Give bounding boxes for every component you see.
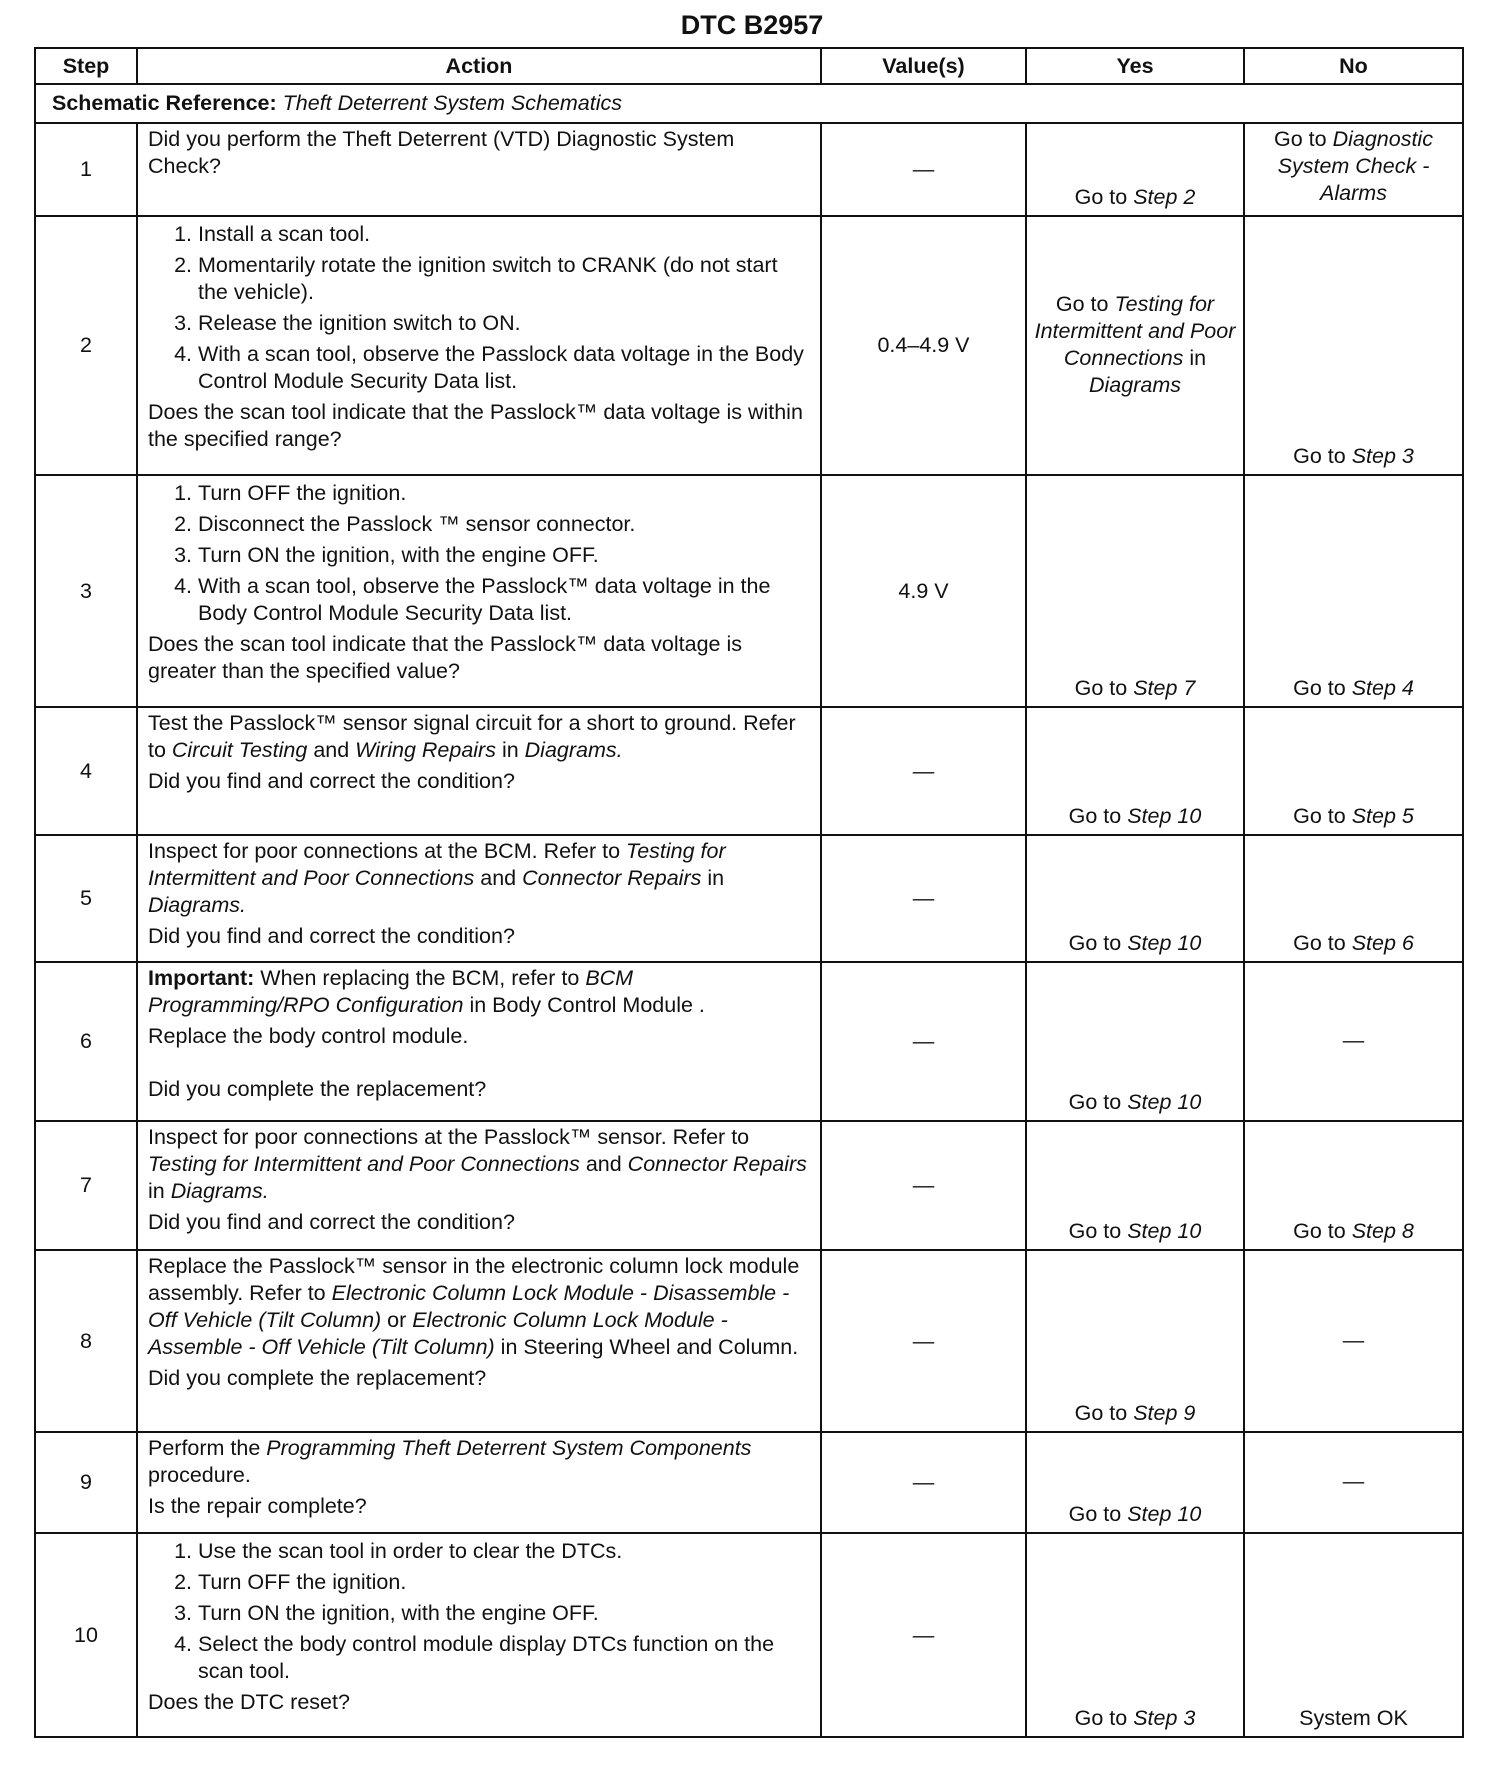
text: Go to: [1293, 676, 1352, 700]
text: Release the ignition switch to ON.: [198, 311, 521, 335]
action-paragraph: [148, 768, 810, 795]
action-step: [198, 1600, 810, 1627]
text: Momentarily rotate the ignition switch to CRANK (do not start the vehicle).: [198, 253, 778, 304]
yes-cell: [1026, 707, 1244, 835]
text: Replace the body control module.: [148, 1024, 469, 1048]
table-row-step-8: [35, 1250, 1463, 1432]
reference-text: Step 10: [1127, 1502, 1202, 1526]
action-step: [198, 310, 810, 337]
reference-text: BCM Programming/RPO Configuration: [148, 966, 634, 1017]
table-row-step-10: [35, 1533, 1463, 1737]
yes-cell: [1026, 123, 1244, 216]
text: Disconnect the Passlock ™ sensor connector.: [198, 512, 636, 536]
reference-text: Testing for Intermittent and Poor Connections: [148, 1152, 580, 1176]
text: and: [474, 866, 523, 890]
action-paragraph: [148, 1493, 810, 1520]
bold-text: Important:: [148, 966, 255, 990]
value-cell: —: [821, 835, 1026, 962]
reference-text: Circuit Testing: [171, 738, 308, 762]
yes-cell: [1026, 1250, 1244, 1432]
text: —: [1342, 1469, 1365, 1493]
action-steps-list: [148, 480, 810, 627]
text: Go to: [1068, 1090, 1128, 1114]
reference-text: Step 4: [1351, 676, 1414, 700]
reference-text: Step 8: [1351, 1219, 1414, 1243]
action-paragraph: [148, 923, 810, 950]
step-number: 4: [35, 707, 137, 835]
reference-text: Diagrams.: [524, 738, 623, 762]
no-cell: [1244, 123, 1463, 216]
action-paragraph: [148, 1209, 810, 1236]
action-step: [198, 1631, 810, 1685]
step-number: 10: [35, 1533, 137, 1737]
reference-text: Diagrams.: [148, 893, 246, 917]
text: Go to: [1074, 185, 1134, 209]
action-step: [198, 252, 810, 306]
reference-text: Step 6: [1351, 931, 1414, 955]
no-cell: [1244, 475, 1463, 707]
action-cell: [137, 1432, 821, 1533]
text: —: [1342, 1327, 1365, 1352]
reference-text: Programming Theft Deterrent System Components: [266, 1436, 752, 1460]
action-paragraph: [148, 1124, 810, 1205]
action-cell: [137, 707, 821, 835]
no-cell: [1244, 1432, 1463, 1533]
yes-cell: [1026, 1121, 1244, 1250]
value-cell: 0.4–4.9 V: [821, 216, 1026, 475]
yes-cell: [1026, 1432, 1244, 1533]
step-number: 3: [35, 475, 137, 707]
no-cell: [1244, 707, 1463, 835]
no-cell: [1244, 835, 1463, 962]
reference-text: Diagrams.: [170, 1179, 269, 1203]
step-number: 9: [35, 1432, 137, 1533]
reference-text: Diagrams: [1089, 372, 1181, 397]
action-cell: [137, 1250, 821, 1432]
reference-text: Electronic Column Lock Module - Disassemble - Off Vehicle (Tilt Column): [148, 1281, 790, 1332]
action-cell: [137, 962, 821, 1121]
no-cell: [1244, 216, 1463, 475]
value-cell: —: [821, 962, 1026, 1121]
no-cell: [1244, 962, 1463, 1121]
reference-text: Step 10: [1127, 1219, 1202, 1243]
value-cell: 4.9 V: [821, 475, 1026, 707]
reference-text: Step 10: [1127, 931, 1202, 955]
action-paragraph: [148, 965, 810, 1019]
text: Use the scan tool in order to clear the DTCs.: [198, 1539, 623, 1563]
schematic-reference: [35, 84, 1463, 123]
text: Inspect for poor connections at the BCM. Refer to: [148, 839, 627, 863]
text: Go to: [1055, 291, 1115, 316]
diagnostic-table: [34, 47, 1464, 1738]
action-paragraph: [148, 1076, 810, 1103]
reference-text: Step 10: [1127, 1090, 1202, 1114]
header-step: Step: [35, 48, 137, 84]
schematic-reference-row: [35, 84, 1463, 123]
document-title: DTC B2957: [680, 10, 824, 40]
action-cell: [137, 1533, 821, 1737]
reference-text: Step 3: [1351, 444, 1414, 468]
yes-cell: [1026, 1533, 1244, 1737]
text: Does the DTC reset?: [148, 1690, 350, 1714]
reference-text: Theft Deterrent System Schematics: [282, 91, 622, 115]
action-cell: [137, 216, 821, 475]
reference-text: Step 2: [1133, 185, 1196, 209]
table-row-step-1: [35, 123, 1463, 216]
action-cell: [137, 835, 821, 962]
reference-text: Step 10: [1127, 804, 1202, 828]
text: in: [148, 1179, 171, 1203]
action-paragraph: [148, 1689, 810, 1716]
text: —: [1342, 1028, 1365, 1052]
reference-text: Diagnostic System Check - Alarms: [1277, 127, 1433, 205]
action-cell: [137, 123, 821, 216]
action-paragraph: [148, 710, 810, 764]
text: When replacing the BCM, refer to: [254, 966, 586, 990]
action-step: [198, 1569, 810, 1596]
action-step: [198, 480, 810, 507]
action-step: [198, 542, 810, 569]
header-action: Action: [137, 48, 821, 84]
action-cell: [137, 475, 821, 707]
text: With a scan tool, observe the Passlock™ data voltage in the Body Control Module Security Data list.: [198, 574, 771, 625]
text: Go to: [1074, 1401, 1134, 1425]
action-paragraph: [148, 399, 810, 453]
text: Replace the Passlock™ sensor in the electronic column lock module assembly. Refer to: [148, 1254, 800, 1305]
step-number: 2: [35, 216, 137, 475]
text: Did you complete the replacement?: [148, 1077, 487, 1101]
text: Did you complete the replacement?: [148, 1366, 487, 1390]
text: System OK: [1299, 1706, 1408, 1730]
action-paragraph: [148, 1435, 810, 1489]
header-values: Value(s): [821, 48, 1026, 84]
text: Go to: [1068, 1502, 1128, 1526]
table-row-step-7: [35, 1121, 1463, 1250]
action-step: [198, 341, 810, 395]
text: Did you perform the Theft Deterrent (VTD) Diagnostic System Check?: [148, 127, 735, 178]
action-step: [198, 573, 810, 627]
text: in: [701, 866, 725, 890]
text: in: [495, 738, 525, 762]
step-number: 8: [35, 1250, 137, 1432]
reference-text: Connector Repairs: [627, 1152, 807, 1176]
value-cell: —: [821, 1533, 1026, 1737]
text: Go to: [1068, 1219, 1128, 1243]
action-steps-list: [148, 1538, 810, 1685]
text: Turn OFF the ignition.: [198, 481, 407, 505]
table-row-step-2: [35, 216, 1463, 475]
table-row-step-9: [35, 1432, 1463, 1533]
reference-text: Testing for Intermittent and Poor Connections: [1034, 291, 1236, 370]
reference-text: Testing for Intermittent and Poor Connections: [148, 839, 726, 890]
text: Test the Passlock™ sensor signal circuit for a short to ground. Refer to: [148, 711, 796, 762]
spacer: [148, 1054, 810, 1076]
text: Go to: [1293, 931, 1352, 955]
action-paragraph: [148, 838, 810, 919]
text: Go to: [1293, 444, 1352, 468]
reference-text: Step 5: [1351, 804, 1414, 828]
text: Did you find and correct the condition?: [148, 924, 515, 948]
reference-text: Step 9: [1133, 1401, 1196, 1425]
text: Go to: [1293, 1219, 1352, 1243]
text: Turn ON the ignition, with the engine OFF.: [198, 543, 599, 567]
table-row-step-3: [35, 475, 1463, 707]
text: in: [1183, 345, 1207, 370]
header-yes: Yes: [1026, 48, 1244, 84]
action-step: [198, 1538, 810, 1565]
text: and: [307, 738, 356, 762]
reference-text: Step 3: [1133, 1706, 1196, 1730]
yes-cell: [1026, 835, 1244, 962]
value-cell: —: [821, 1250, 1026, 1432]
text: in Body Control Module .: [463, 993, 705, 1017]
table-row-step-4: [35, 707, 1463, 835]
text: Go to: [1293, 804, 1352, 828]
action-step: [198, 221, 810, 248]
text: Go to: [1074, 1706, 1134, 1730]
step-number: 7: [35, 1121, 137, 1250]
step-number: 5: [35, 835, 137, 962]
text: Does the scan tool indicate that the Passlock™ data voltage is greater than the specified value?: [148, 632, 742, 683]
no-cell: [1244, 1533, 1463, 1737]
reference-text: Wiring Repairs: [355, 738, 496, 762]
value-cell: —: [821, 123, 1026, 216]
text: Go to: [1274, 127, 1333, 151]
table-row-step-6: [35, 962, 1463, 1121]
action-paragraph: [148, 1365, 810, 1392]
header-row: [35, 48, 1463, 84]
value-cell: —: [821, 1121, 1026, 1250]
no-cell: [1244, 1121, 1463, 1250]
action-paragraph: [148, 631, 810, 685]
yes-cell: [1026, 475, 1244, 707]
reference-text: Step 7: [1133, 676, 1196, 700]
text: Go to: [1074, 676, 1134, 700]
value-cell: —: [821, 707, 1026, 835]
text: Inspect for poor connections at the Passlock™ sensor. Refer to: [148, 1125, 750, 1149]
yes-cell: [1026, 962, 1244, 1121]
text: Did you find and correct the condition?: [148, 1210, 515, 1234]
action-cell: [137, 1121, 821, 1250]
text: Did you find and correct the condition?: [148, 769, 515, 793]
text: Does the scan tool indicate that the Passlock™ data voltage is within the specified range?: [148, 400, 803, 451]
text: Go to: [1068, 804, 1128, 828]
bold-text: Schematic Reference:: [52, 91, 283, 115]
text: Perform the: [148, 1436, 267, 1460]
reference-text: Connector Repairs: [522, 866, 702, 890]
action-paragraph: [148, 1253, 810, 1361]
text: Go to: [1068, 931, 1128, 955]
action-paragraph: [148, 126, 810, 180]
text: in Steering Wheel and Column.: [494, 1335, 799, 1359]
text: procedure.: [148, 1463, 251, 1487]
text: With a scan tool, observe the Passlock data voltage in the Body Control Module Security Data list.: [198, 342, 804, 393]
header-no: No: [1244, 48, 1463, 84]
step-number: 1: [35, 123, 137, 216]
yes-cell: [1026, 216, 1244, 475]
no-cell: [1244, 1250, 1463, 1432]
value-cell: —: [821, 1432, 1026, 1533]
action-paragraph: [148, 1023, 810, 1050]
text: and: [579, 1152, 628, 1176]
text: or: [381, 1308, 413, 1332]
reference-text: Electronic Column Lock Module - Assemble - Off Vehicle (Tilt Column): [148, 1308, 728, 1359]
step-number: 6: [35, 962, 137, 1121]
text: Install a scan tool.: [198, 222, 371, 246]
table-row-step-5: [35, 835, 1463, 962]
action-step: [198, 511, 810, 538]
text: Turn OFF the ignition.: [198, 1570, 407, 1594]
text: Select the body control module display DTCs function on the scan tool.: [198, 1632, 775, 1683]
text: Turn ON the ignition, with the engine OFF.: [198, 1601, 599, 1625]
text: Is the repair complete?: [148, 1494, 367, 1518]
action-steps-list: [148, 221, 810, 395]
